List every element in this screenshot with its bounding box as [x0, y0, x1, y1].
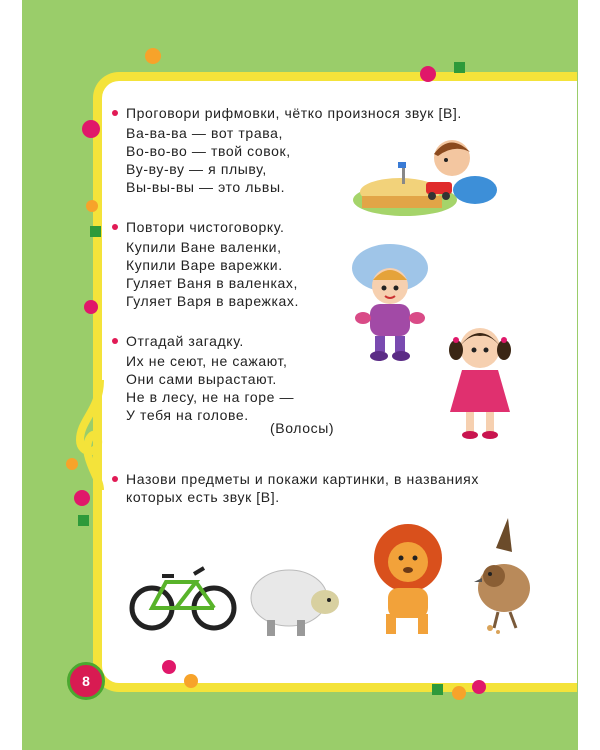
- text-line: Не в лесу, не на горе —: [126, 389, 295, 405]
- bicycle-illustration: [128, 560, 238, 635]
- section-heading: Повтори чистоговорку.: [126, 219, 285, 235]
- bullet: [112, 110, 118, 116]
- tongue-twister-section: [126, 218, 299, 310]
- decor-dot: [472, 680, 486, 694]
- decor-curl: [60, 380, 120, 490]
- boy-sandbox-illustration: [350, 130, 505, 222]
- section-heading: Отгадай загадку.: [126, 333, 244, 349]
- section-heading: Проговори рифмовки, чётко произнося звук [В].: [126, 105, 462, 121]
- decor-dot: [452, 686, 466, 700]
- decor-dot: [145, 48, 161, 64]
- decor-dot: [184, 674, 198, 688]
- text-line: Их не сеют, не сажают,: [126, 353, 288, 369]
- decor-dot: [162, 660, 176, 674]
- text-line: Ва-ва-ва — вот трава,: [126, 125, 283, 141]
- decor-dot: [84, 300, 98, 314]
- decor-dot: [74, 490, 90, 506]
- text-line: Вы-вы-вы — это львы.: [126, 179, 286, 195]
- text-line: Купили Варе варежки.: [126, 257, 283, 273]
- text-line: Ву-ву-ву — я плыву,: [126, 161, 267, 177]
- section-heading-line: Назови предметы и покажи картинки, в названиях: [126, 471, 479, 487]
- decor-square: [454, 62, 465, 73]
- text-line: Они сами вырастают.: [126, 371, 277, 387]
- doll-winter-illustration: [345, 240, 435, 365]
- lion-illustration: [360, 518, 455, 638]
- naming-section: [126, 470, 479, 506]
- sparrow-illustration: [468, 518, 543, 636]
- riddle-section: [126, 332, 294, 424]
- text-line: Во-во-во — твой совок,: [126, 143, 291, 159]
- riddle-answer: (Волосы): [270, 420, 335, 436]
- decor-square: [432, 684, 443, 695]
- text-line: Гуляет Ваня в валенках,: [126, 275, 299, 291]
- decor-dot: [82, 120, 100, 138]
- bullet: [112, 224, 118, 230]
- decor-square: [90, 226, 101, 237]
- section-heading-line: которых есть звук [В].: [126, 489, 280, 505]
- bullet: [112, 338, 118, 344]
- girl-illustration: [440, 320, 520, 445]
- bullet: [112, 476, 118, 482]
- text-line: У тебя на голове.: [126, 407, 249, 423]
- text-line: Купили Ване валенки,: [126, 239, 282, 255]
- page-number: 8: [67, 662, 105, 700]
- decor-dot: [420, 66, 436, 82]
- sheep-illustration: [245, 562, 345, 640]
- text-line: Гуляет Варя в варежках.: [126, 293, 300, 309]
- decor-dot: [86, 200, 98, 212]
- decor-square: [78, 515, 89, 526]
